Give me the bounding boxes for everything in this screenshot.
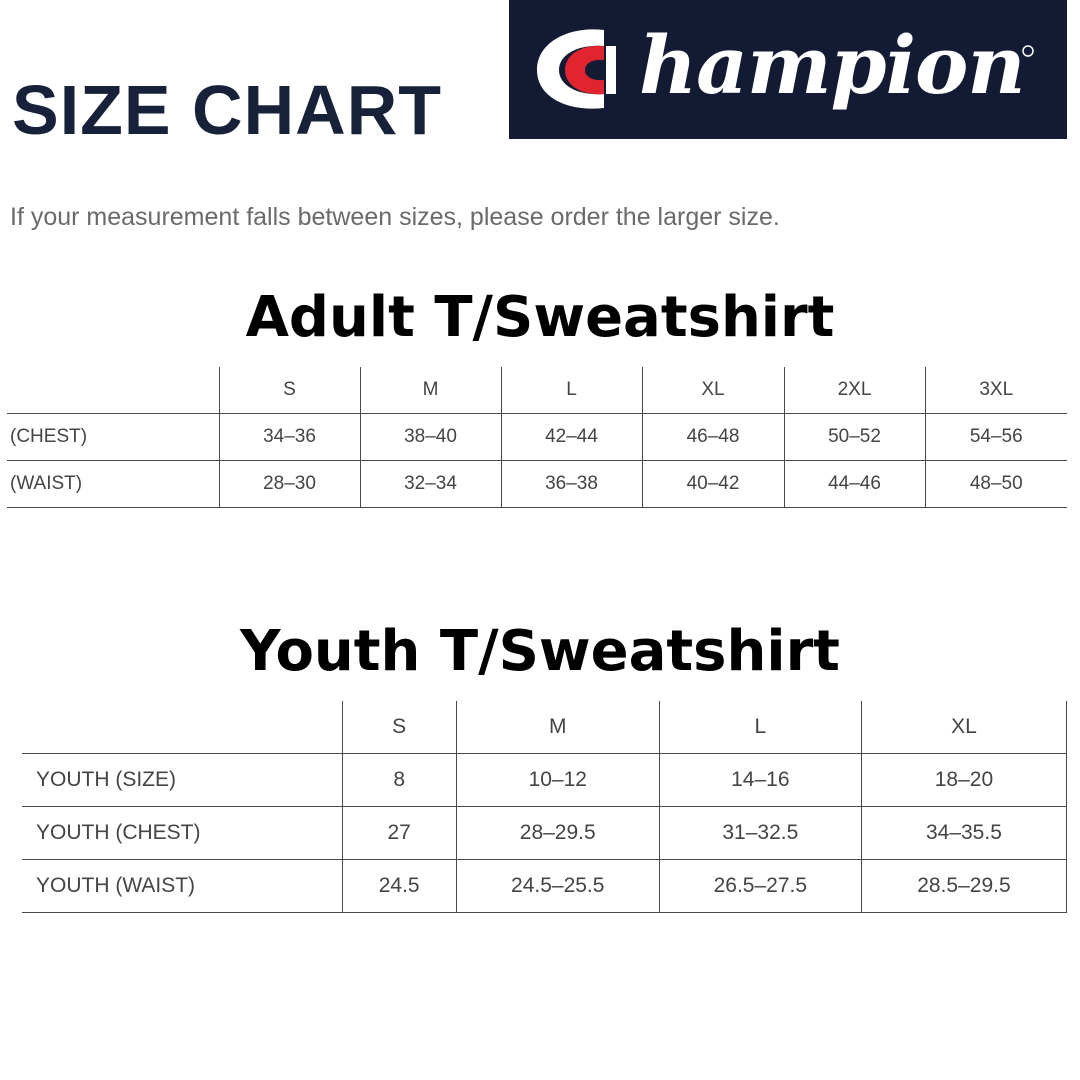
youth-col-m: M xyxy=(456,701,659,754)
table-cell: 32–34 xyxy=(360,461,501,508)
table-cell: 44–46 xyxy=(784,461,925,508)
youth-col-blank xyxy=(22,701,342,754)
table-cell: 14–16 xyxy=(659,754,861,807)
table-cell: 48–50 xyxy=(925,461,1067,508)
table-cell: 8 xyxy=(342,754,456,807)
table-cell: 46–48 xyxy=(642,414,784,461)
youth-size-table xyxy=(22,701,1067,913)
table-cell: 34–35.5 xyxy=(861,807,1066,860)
table-cell: 42–44 xyxy=(501,414,642,461)
adult-col-xl: XL xyxy=(642,367,784,414)
champion-logo xyxy=(509,0,1067,139)
table-cell: 50–52 xyxy=(784,414,925,461)
row-label: YOUTH (SIZE) xyxy=(22,754,342,807)
youth-col-xl: XL xyxy=(861,701,1066,754)
row-label: YOUTH (CHEST) xyxy=(22,807,342,860)
adult-col-2xl: 2XL xyxy=(784,367,925,414)
adult-heading: Adult T/Sweatshirt xyxy=(245,285,835,350)
adult-col-s: S xyxy=(219,367,360,414)
adult-col-l: L xyxy=(501,367,642,414)
table-cell: 28–29.5 xyxy=(456,807,659,860)
table-cell: 10–12 xyxy=(456,754,659,807)
table-cell: 27 xyxy=(342,807,456,860)
adult-col-3xl: 3XL xyxy=(925,367,1067,414)
table-cell: 26.5–27.5 xyxy=(659,860,861,913)
youth-col-s: S xyxy=(342,701,456,754)
table-cell: 40–42 xyxy=(642,461,784,508)
table-cell: 36–38 xyxy=(501,461,642,508)
table-cell: 18–20 xyxy=(861,754,1066,807)
adult-col-m: M xyxy=(360,367,501,414)
table-cell: 28–30 xyxy=(219,461,360,508)
row-label: (CHEST) xyxy=(7,414,219,461)
row-label: YOUTH (WAIST) xyxy=(22,860,342,913)
adult-header-row xyxy=(7,367,1067,414)
table-row xyxy=(7,461,1067,508)
table-cell: 24.5–25.5 xyxy=(456,860,659,913)
row-label: (WAIST) xyxy=(7,461,219,508)
table-cell: 31–32.5 xyxy=(659,807,861,860)
youth-header-row xyxy=(22,701,1067,754)
adult-size-table xyxy=(7,367,1067,508)
table-cell: 34–36 xyxy=(219,414,360,461)
table-row xyxy=(22,807,1067,860)
table-cell: 24.5 xyxy=(342,860,456,913)
table-row xyxy=(22,754,1067,807)
youth-heading: Youth T/Sweatshirt xyxy=(240,619,840,684)
size-chart-title: SIZE CHART xyxy=(12,71,442,149)
table-row xyxy=(7,414,1067,461)
adult-col-blank xyxy=(7,367,219,414)
table-cell: 28.5–29.5 xyxy=(861,860,1066,913)
youth-col-l: L xyxy=(659,701,861,754)
table-cell: 38–40 xyxy=(360,414,501,461)
table-cell: 54–56 xyxy=(925,414,1067,461)
champion-wordmark: hampion xyxy=(639,18,1025,112)
table-row xyxy=(22,860,1067,913)
sizing-note: If your measurement falls between sizes, please order the larger size. xyxy=(10,203,780,231)
